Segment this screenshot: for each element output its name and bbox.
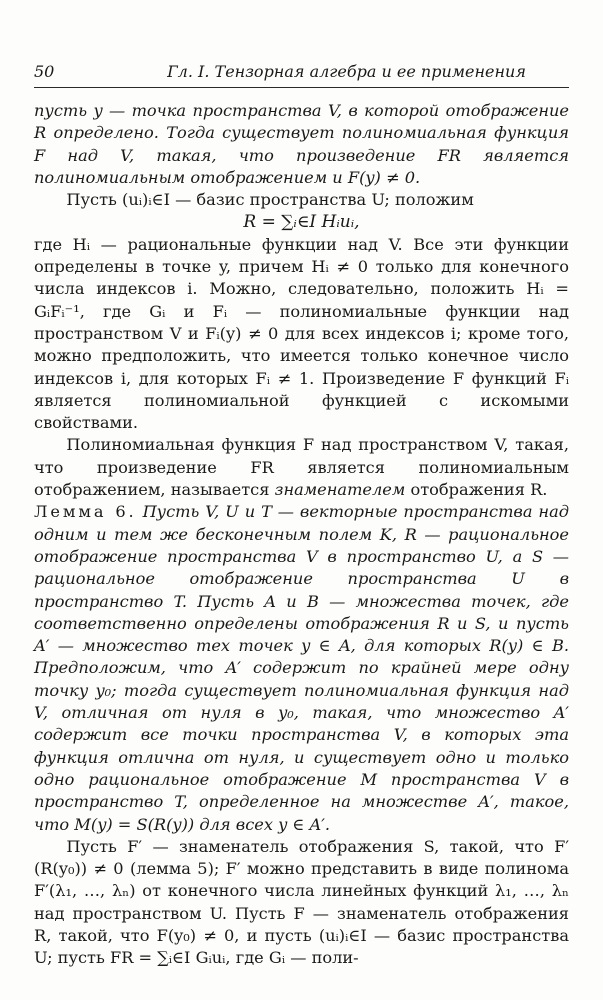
page-header — [34, 62, 569, 88]
paragraph-continuation: пусть y — точка пространства V, в которой отображение R определено. Тогда существует полиномиальная функция F над V, такая, что произведение FR является полиномиальным отображением и F(y) ≠ 0. — [34, 101, 569, 187]
paragraph-proof: Пусть F′ — знаменатель отображения S, такой, что F′(R(y₀)) ≠ 0 (лемма 5); F′ можно представить в виде полинома F′(λ₁, …, λₙ) от конечного числа линейных функций λ₁, …, λₙ над пространством U. Пусть F — знаменатель отображения R, такой, что F(y₀) ≠ 0, и пусть (uᵢ)ᵢ∈I — базис пространства U; пусть FR = ∑ᵢ∈I Gᵢuᵢ, где Gᵢ — поли- — [34, 836, 569, 968]
paragraph-basis: Пусть (uᵢ)ᵢ∈I — базис пространства U; положим — [66, 190, 474, 210]
paragraph-denominator-definition — [34, 434, 569, 501]
denominator-text-b: отображения R. — [410, 480, 548, 500]
paragraph-rational-functions: где Hᵢ — рациональные функции над V. Все эти функции определены в точке y, причем Hᵢ ≠ 0 только для конечного числа индексов i. Можно, следовательно, положить Hᵢ = GᵢFᵢ⁻¹, где Gᵢ и Fᵢ — полиномиальные функции над пространством V и Fᵢ(y) ≠ 0 для всех индексов i; кроме того, можно предположить, что имеется только конечное число индексов i, для которых Fᵢ ≠ 1. Произведение F функций Fᵢ является полиномиальной функцией с искомыми свойствами. — [34, 234, 569, 433]
page-number: 50 — [34, 62, 55, 81]
denominator-text-a: Полиномиальная функция F над пространством V, такая, что произведение FR является полиномиальным отображением, называется — [34, 435, 569, 500]
denominator-term: знаменателем — [274, 480, 406, 500]
lemma-6 — [34, 501, 569, 835]
equation-r-sum: R = ∑ᵢ∈I Hᵢuᵢ, — [243, 212, 360, 233]
lemma-statement: Пусть V, U и T — векторные пространства над одним и тем же бесконечным полем K, R — рациональное отображение пространства V в пространство U, а S — рациональное отображение пространства U в пространство T. Пусть A и B — множества точек, где соответственно определены отображения R и S, и пусть A′ — множество тех точек y ∈ A, для которых R(y) ∈ B. Предположим, что A′ содержит по крайней мере одну точку y₀; тогда существует полиномиальная функция над V, отличная от нуля в y₀, такая, что множество A′ содержит все точки пространства V, в которых эта функция отлична от нуля, и существует одно и только одно рациональное отображение M пространства V в пространство T, определенное на множестве A′, такое, что M(y) = S(R(y)) для всех y ∈ A′. — [34, 502, 569, 834]
running-title: Гл. I. Тензорная алгебра и ее применения — [167, 62, 526, 81]
lemma-label: Лемма 6. — [34, 502, 137, 522]
page-body — [34, 100, 569, 970]
